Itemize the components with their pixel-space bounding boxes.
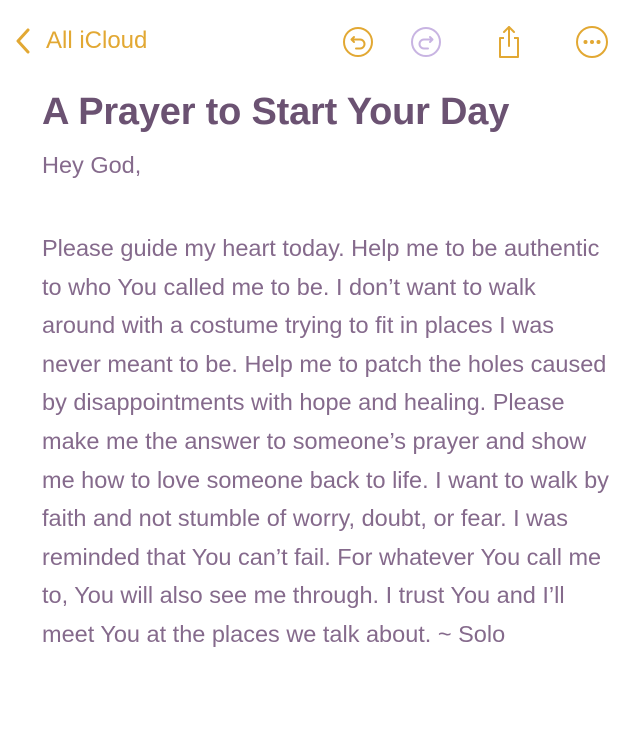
back-button[interactable] — [16, 24, 147, 58]
undo-icon[interactable] — [340, 24, 376, 60]
redo-icon[interactable] — [408, 24, 444, 60]
chevron-left-icon — [16, 26, 38, 56]
navigation-toolbar — [0, 0, 640, 84]
note-title[interactable]: A Prayer to Start Your Day — [42, 91, 510, 133]
note-greeting[interactable]: Hey God, — [42, 152, 142, 178]
ellipsis-icon[interactable] — [574, 24, 610, 60]
note-body[interactable]: Please guide my heart today. Help me to be authentic to who You called me to be. I don’t want to walk around with a costume trying to fit in places I was never meant to be. Help me to patch the holes caused by disappointments with hope and healing. Please make me the answer to someone’s prayer and show me how to love someone back to life. I want to walk by faith and not stumble of worry, doubt, or fear. I was reminded that You can’t fail. For whatever You call me to, You will also see me through. I trust You and I’ll meet You at the places we talk about. ~ Solo — [42, 235, 609, 647]
share-icon[interactable] — [491, 24, 527, 60]
back-label: All iCloud — [46, 27, 148, 54]
note-content[interactable] — [42, 86, 622, 654]
